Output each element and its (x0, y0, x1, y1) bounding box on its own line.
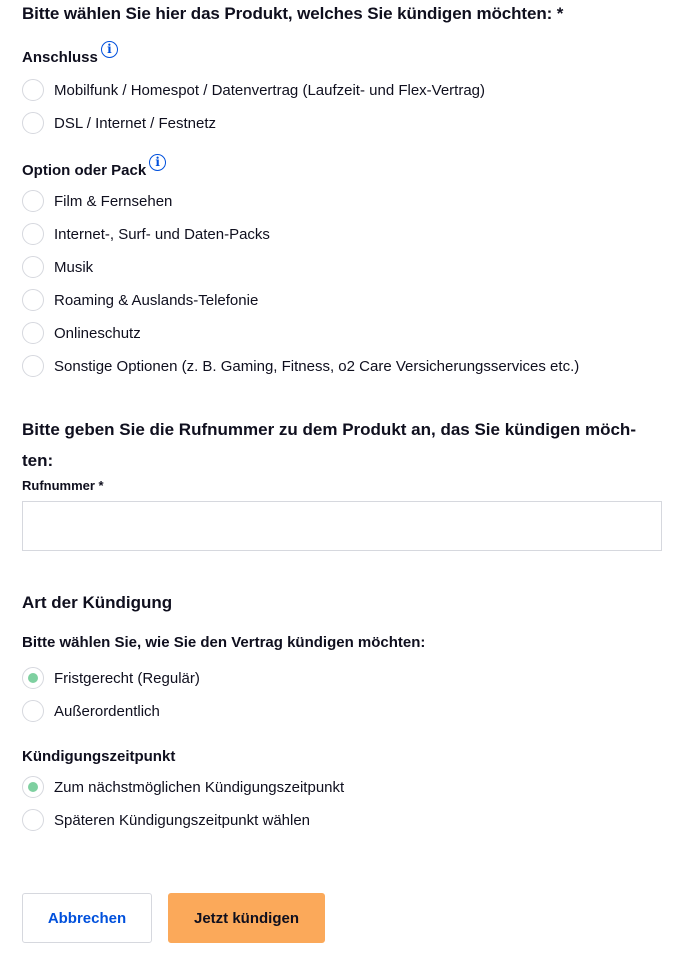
radio-button[interactable] (22, 809, 44, 831)
option-label: Roaming & Auslands-Telefonie (54, 291, 259, 309)
option-label: Internet-, Surf- und Daten-Packs (54, 225, 270, 243)
info-icon[interactable]: i (149, 154, 166, 171)
termination-type-question: Bitte wählen Sie, wie Sie den Vertrag kündigen möchten: (22, 634, 426, 651)
option-label: Film & Fernsehen (54, 192, 173, 210)
radio-option-mobilfunk[interactable] (22, 77, 485, 103)
termination-date-title: Kündigungszeitpunkt (22, 748, 176, 765)
radio-option-ausserordentlich[interactable] (22, 698, 160, 724)
option-label: Außerordentlich (54, 702, 160, 720)
radio-option-internet-packs[interactable] (22, 221, 270, 247)
option-pack-group-title (22, 155, 166, 179)
option-label: Fristgerecht (Regulär) (54, 669, 200, 687)
phone-field-label: Rufnummer * (22, 478, 104, 493)
info-icon[interactable]: i (101, 41, 118, 58)
option-label: Späteren Kündigungszeitpunkt wählen (54, 811, 311, 829)
product-question: Bitte wählen Sie hier das Produkt, welches Sie kündigen möchten: * (22, 4, 564, 23)
radio-option-spaeter[interactable] (22, 807, 310, 833)
phone-question: Bitte geben Sie die Rufnummer zu dem Produkt an, das Sie kündigen möch-ten: (22, 420, 636, 470)
radio-button[interactable] (22, 79, 44, 101)
radio-button[interactable] (22, 322, 44, 344)
radio-button[interactable] (22, 355, 44, 377)
radio-option-onlineschutz[interactable] (22, 320, 141, 346)
radio-option-naechstmoeglich[interactable] (22, 774, 344, 800)
radio-option-dsl[interactable] (22, 110, 216, 136)
radio-button[interactable] (22, 190, 44, 212)
option-label: Zum nächstmöglichen Kündigungszeitpunkt (54, 778, 345, 796)
option-label: Sonstige Optionen (z. B. Gaming, Fitness, o2 Care Versicherungsservices etc.) (54, 357, 580, 375)
radio-button-selected[interactable] (22, 776, 44, 798)
radio-button[interactable] (22, 223, 44, 245)
option-label: Mobilfunk / Homespot / Datenvertrag (Laufzeit- und Flex-Vertrag) (54, 81, 486, 99)
option-pack-title: Option oder Pack (22, 162, 147, 179)
anschluss-group-title (22, 42, 118, 66)
option-label: Onlineschutz (54, 324, 141, 342)
option-label: Musik (54, 258, 94, 276)
anschluss-title: Anschluss (22, 49, 98, 66)
radio-option-sonstige[interactable] (22, 353, 579, 379)
radio-option-roaming[interactable] (22, 287, 258, 313)
radio-option-fristgerecht[interactable] (22, 665, 200, 691)
phone-input[interactable] (22, 501, 662, 551)
option-label: DSL / Internet / Festnetz (54, 114, 217, 132)
radio-button[interactable] (22, 112, 44, 134)
radio-button[interactable] (22, 256, 44, 278)
termination-type-title: Art der Kündigung (22, 593, 173, 612)
radio-option-musik[interactable] (22, 254, 93, 280)
submit-button[interactable]: Jetzt kündigen (168, 893, 325, 943)
cancel-button[interactable]: Abbrechen (22, 893, 152, 943)
radio-button-selected[interactable] (22, 667, 44, 689)
radio-button[interactable] (22, 289, 44, 311)
radio-button[interactable] (22, 700, 44, 722)
radio-option-film[interactable] (22, 188, 172, 214)
